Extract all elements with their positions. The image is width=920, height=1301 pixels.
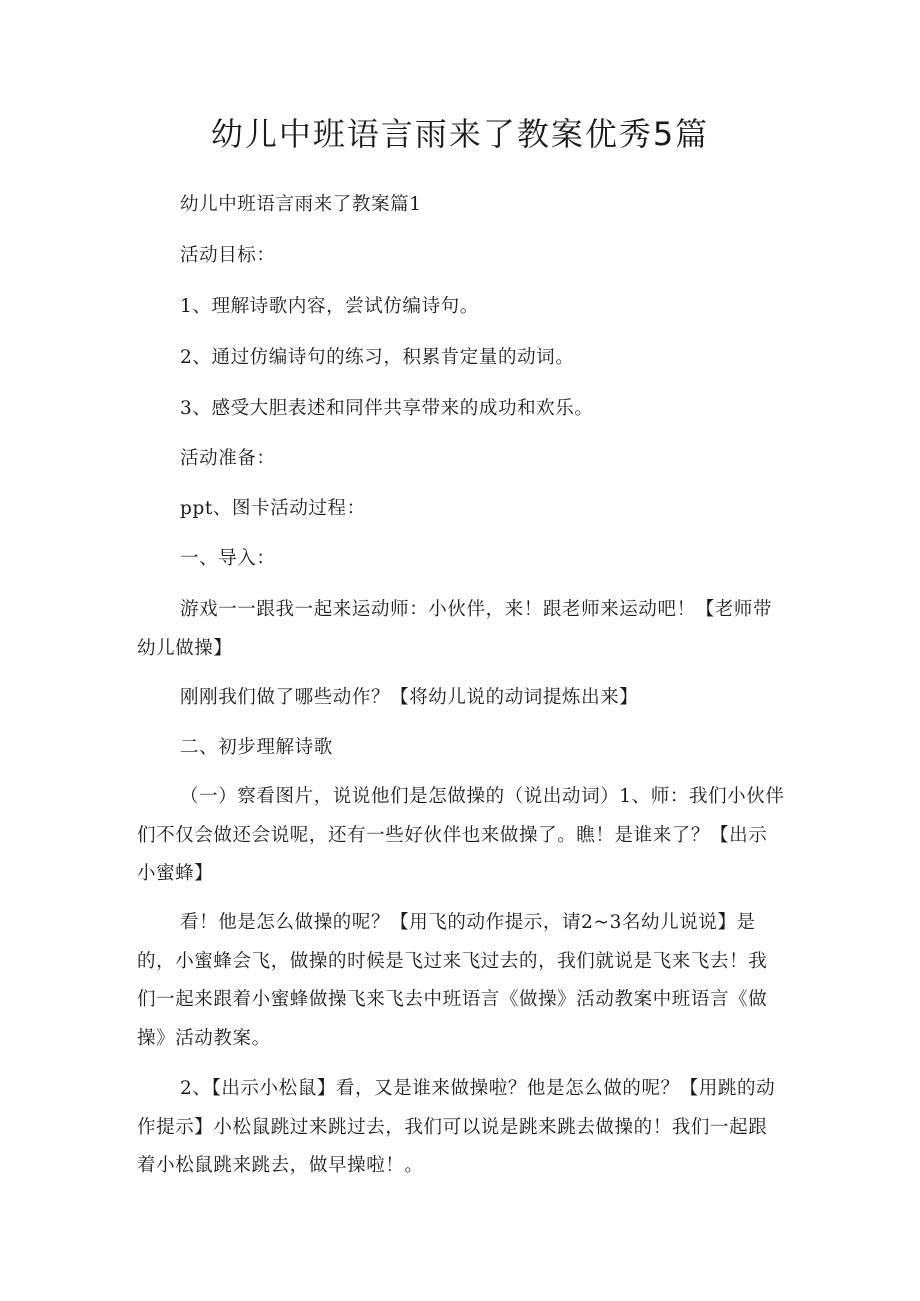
- paragraph: ppt、图卡活动过程：: [180, 498, 366, 519]
- paragraph: 活动准备：: [180, 448, 276, 469]
- document-title: 幼儿中班语言雨来了教案优秀5篇: [210, 115, 710, 153]
- paragraph: 看！他是怎么做操的呢？【用飞的动作提示，请2~3名幼儿说说】是的，小蜜蜂会飞，做操的时候是飞过来飞过去的，我们就说是飞来飞去！我们一起来跟着小蜜蜂做操飞来飞去中班语言《做操》活动教案中班语言《做操》活动教案。: [137, 912, 768, 1049]
- section-heading: 幼儿中班语言雨来了教案篇1: [180, 194, 422, 215]
- paragraph: 一、导入：: [180, 548, 276, 569]
- paragraph: 游戏一一跟我一起来运动师：小伙伴，来！跟老师来运动吧！【老师带幼儿做操】: [137, 599, 773, 659]
- paragraph: 2、【出示小松鼠】看，又是谁来做操啦？他是怎么做的呢？【用跳的动作提示】小松鼠跳过来跳过去，我们可以说是跳来跳去做操的！我们一起跟着小松鼠跳来跳去，做早操啦！。: [137, 1078, 776, 1176]
- paragraph: 二、初步理解诗歌: [180, 737, 333, 758]
- paragraph: 2、通过仿编诗句的练习，积累肯定量的动词。: [180, 347, 575, 368]
- paragraph: （一）察看图片，说说他们是怎做操的（说出动词）1、师：我们小伙伴们不仅会做还会说呢，还有一些好伙伴也来做操了。瞧！是谁来了？【出示小蜜蜂】: [137, 786, 785, 884]
- paragraph: 活动目标：: [180, 245, 276, 266]
- paragraph: 刚刚我们做了哪些动作？【将幼儿说的动词提炼出来】: [180, 687, 639, 708]
- paragraph: 3、感受大胆表述和同伴共享带来的成功和欢乐。: [180, 398, 594, 419]
- paragraph: 1、理解诗歌内容，尝试仿编诗句。: [180, 296, 479, 317]
